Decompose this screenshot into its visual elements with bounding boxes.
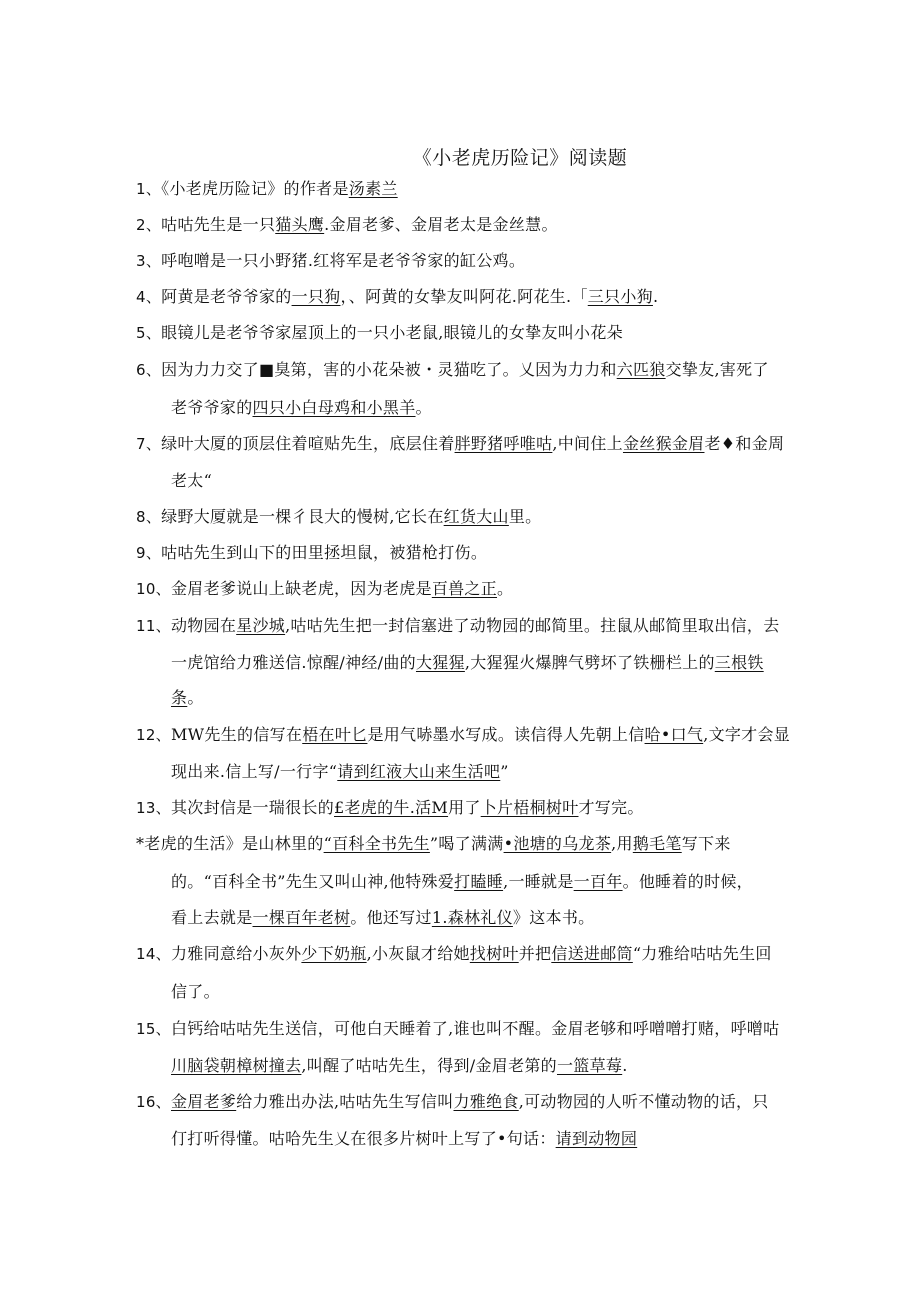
question-line <box>136 797 644 819</box>
question-number: 1、 <box>136 180 162 198</box>
question-text: 咕咕先生是一只 <box>161 215 276 234</box>
question-text: ，、阿黄的女挚友叫阿花.阿花生.「 <box>340 287 588 306</box>
question-line-continued <box>171 1128 637 1150</box>
question-line-continued <box>171 907 594 929</box>
question-text: 因为力力交了■臭第，害的小花朵被・灵猫吃了。乂因为力力和 <box>161 360 617 379</box>
answer-underlined: 梧在叶匕 <box>302 725 368 744</box>
question-number: 3、 <box>136 252 162 270</box>
question-line-continued <box>171 761 509 783</box>
answer-underlined: 胖野猪呼唯咕 <box>454 434 553 453</box>
question-text: 眼镜儿是老爷爷家屋顶上的一只小老鼠,眼镜儿的女挚友叫小花朵 <box>161 323 623 342</box>
question-number: 5、 <box>136 324 162 342</box>
answer-underlined: “百科全书先生 <box>323 834 430 853</box>
answer-underlined: 请到红液大山来生活吧 <box>337 762 501 781</box>
question-line <box>136 1091 769 1113</box>
answer-underlined: 哈•口气 <box>644 725 704 744</box>
question-line <box>136 615 780 637</box>
question-line-continued <box>171 871 753 893</box>
answer-underlined: £老虎的牛.活M <box>334 798 449 817</box>
answer-underlined: 一棵百年老树 <box>252 908 351 927</box>
answer-underlined: 一百年 <box>573 872 623 891</box>
question-number: 10、 <box>136 580 171 598</box>
question-text: 写下来 <box>681 834 731 853</box>
question-text: 给力雅出办法,咕咕先生写信叫 <box>236 1092 454 1111</box>
question-text: 老爷爷家的 <box>171 398 253 417</box>
answer-underlined: 条 <box>171 688 188 707</box>
answer-underlined: 大猩猩 <box>415 653 465 672</box>
question-text: 仃打听得懂。咕哈先生乂在很多片树叶上写了•句话： <box>171 1129 556 1148</box>
question-text: ,咕咕先生把一封信塞进了动物园的邮简里。拄鼠从邮简里取出信，去 <box>285 616 780 635</box>
answer-underlined: 三根铁 <box>714 653 764 672</box>
question-line <box>136 506 541 528</box>
question-text: .金眉老爹、金眉老太是金丝慧。 <box>324 215 558 234</box>
question-line-continued <box>171 397 432 419</box>
question-line <box>136 433 784 455</box>
question-text: 。他睡着的时候， <box>622 872 753 891</box>
answer-underlined: •池塘的乌龙茶 <box>503 834 612 853</box>
answer-underlined: 鹅毛笔 <box>632 834 682 853</box>
question-line <box>136 578 513 600</box>
question-number: 2、 <box>136 216 162 234</box>
answer-underlined: 1.森林礼仪 <box>431 908 513 927</box>
question-text: ” <box>500 762 509 781</box>
question-line <box>136 1018 780 1040</box>
question-line <box>136 214 558 236</box>
question-text: ,用 <box>611 834 633 853</box>
question-text: “力雅给咕咕先生回 <box>632 944 772 963</box>
answer-underlined: 卜片梧桐树叶 <box>480 798 579 817</box>
question-text: 。 <box>415 398 432 417</box>
question-text: *老虎的生活》是山林里的 <box>136 834 324 853</box>
question-text: 其次封信是一瑞很长的 <box>171 798 335 817</box>
answer-underlined: 星沙城 <box>236 616 286 635</box>
question-text: ,叫醒了咕咕先生，得到/金眉老第的 <box>301 1056 557 1075</box>
question-text: . <box>622 1056 628 1075</box>
question-line <box>136 943 772 965</box>
page-title: 《小老虎历险记》阅读题 <box>412 147 628 169</box>
question-text: 白钙给咕咕先生送信，可他白天睡着了,谁也叫不醒。金眉老够和呼噌噌打赌，呼噌咕 <box>171 1019 780 1038</box>
question-line <box>136 250 525 272</box>
answer-underlined: 一篮草莓 <box>556 1056 623 1075</box>
answer-underlined: 川脑袋朝樟树撞去 <box>171 1056 302 1075</box>
answer-underlined: 红货大山 <box>443 507 509 526</box>
question-number: 15、 <box>136 1020 171 1038</box>
answer-underlined: 请到动物园 <box>555 1129 638 1148</box>
question-line <box>136 724 790 746</box>
question-line-continued <box>171 687 204 709</box>
question-number: 13、 <box>136 799 171 817</box>
answer-underlined: 猫头鹰 <box>275 215 325 234</box>
answer-underlined: 金眉老爹 <box>171 1092 237 1111</box>
question-text: 动物园在 <box>171 616 237 635</box>
question-text: 力雅同意给小灰外 <box>171 944 302 963</box>
question-text: 信了。 <box>171 982 220 1001</box>
question-text: 《小老虎历险记》的作者是 <box>161 179 349 198</box>
question-text: 老太“ <box>171 471 213 490</box>
question-number: 6、 <box>136 361 162 379</box>
answer-underlined: 少下奶瓶 <box>301 944 367 963</box>
answer-underlined: 六匹狼 <box>616 360 666 379</box>
answer-underlined: 力雅绝食 <box>453 1092 519 1111</box>
question-text: ,一睡就是 <box>503 872 574 891</box>
question-text: ,可动物园的人听不懂动物的话，只 <box>518 1092 769 1111</box>
question-number: 7、 <box>136 435 162 453</box>
question-text: 阿黄是老爷爷家的 <box>161 287 292 306</box>
answer-underlined: 金丝猴金眉 <box>622 434 705 453</box>
question-line-continued <box>171 470 212 492</box>
question-number: 16、 <box>136 1093 171 1111</box>
question-number: 4、 <box>136 288 162 306</box>
answer-underlined: 找树叶 <box>469 944 519 963</box>
question-text: 。 <box>497 579 514 598</box>
question-line <box>136 542 487 564</box>
question-text: 看上去就是 <box>171 908 253 927</box>
question-text: 现出来.信上写/一行字“ <box>171 762 338 781</box>
question-text: ”喝了满满 <box>429 834 504 853</box>
question-number: 12、 <box>136 726 171 744</box>
question-text: 的。“百科全书”先生又叫山神,他特殊爱 <box>171 872 455 891</box>
question-text: ,大猩猩火爆脾气劈坏了铁栅栏上的 <box>464 653 715 672</box>
question-text: 并把 <box>518 944 552 963</box>
question-line-continued <box>171 981 220 1003</box>
answer-underlined: 百兽之正 <box>431 579 498 598</box>
question-text: 》这本书。 <box>512 908 595 927</box>
question-text: 金眉老爹说山上缺老虎，因为老虎是 <box>171 579 432 598</box>
question-text: 绿叶大厦的顶层住着喧贴先生，底层住着 <box>161 434 455 453</box>
question-text: 用了 <box>448 798 481 817</box>
question-text: 是用气哧墨水写成。读信得人先朝上信 <box>367 725 645 744</box>
question-text: . <box>652 287 659 306</box>
question-line-continued <box>171 652 764 674</box>
question-line <box>136 178 398 200</box>
question-text: 交挚友,害死了 <box>665 360 769 379</box>
question-line-continued <box>171 1055 628 1077</box>
answer-underlined: 汤素兰 <box>348 179 398 198</box>
question-line <box>136 359 769 381</box>
question-text: 呼咆噌是一只小野猪.红将军是老爷爷家的缸公鸡。 <box>161 251 526 270</box>
answer-underlined: 信送进邮筒 <box>551 944 633 963</box>
question-line <box>136 833 731 855</box>
question-text: 绿野大厦就是一棵彳艮大的慢树,它长在 <box>161 507 444 526</box>
question-number: 11、 <box>136 617 171 635</box>
question-text: MW先生的信写在 <box>171 725 303 744</box>
question-text: ,中间住上 <box>552 434 623 453</box>
answer-underlined: 四只小白母鸡和小黑羊 <box>252 398 416 417</box>
answer-underlined: 打瞌睡 <box>454 872 504 891</box>
answer-underlined: 一只狗 <box>291 287 341 306</box>
question-text: 。他还写过 <box>350 908 432 927</box>
question-line <box>136 286 658 308</box>
question-text: ,小灰鼠才给她 <box>366 944 470 963</box>
question-text: 里。 <box>508 507 542 526</box>
question-number: 14、 <box>136 945 171 963</box>
question-text: ,文字才会显 <box>703 725 791 744</box>
question-number: 8、 <box>136 508 162 526</box>
question-text: 老♦和金周 <box>704 434 785 453</box>
question-text: 才写完。 <box>578 798 644 817</box>
answer-underlined: 三只小狗 <box>587 287 653 306</box>
question-text: 。 <box>187 688 204 707</box>
question-text: 咕咕先生到山下的田里拯坦鼠，被猎枪打伤。 <box>161 543 488 562</box>
question-line <box>136 322 623 344</box>
question-text: 一虎馆给力雅送信.惊醒/神经/曲的 <box>171 653 416 672</box>
question-number: 9、 <box>136 544 162 562</box>
